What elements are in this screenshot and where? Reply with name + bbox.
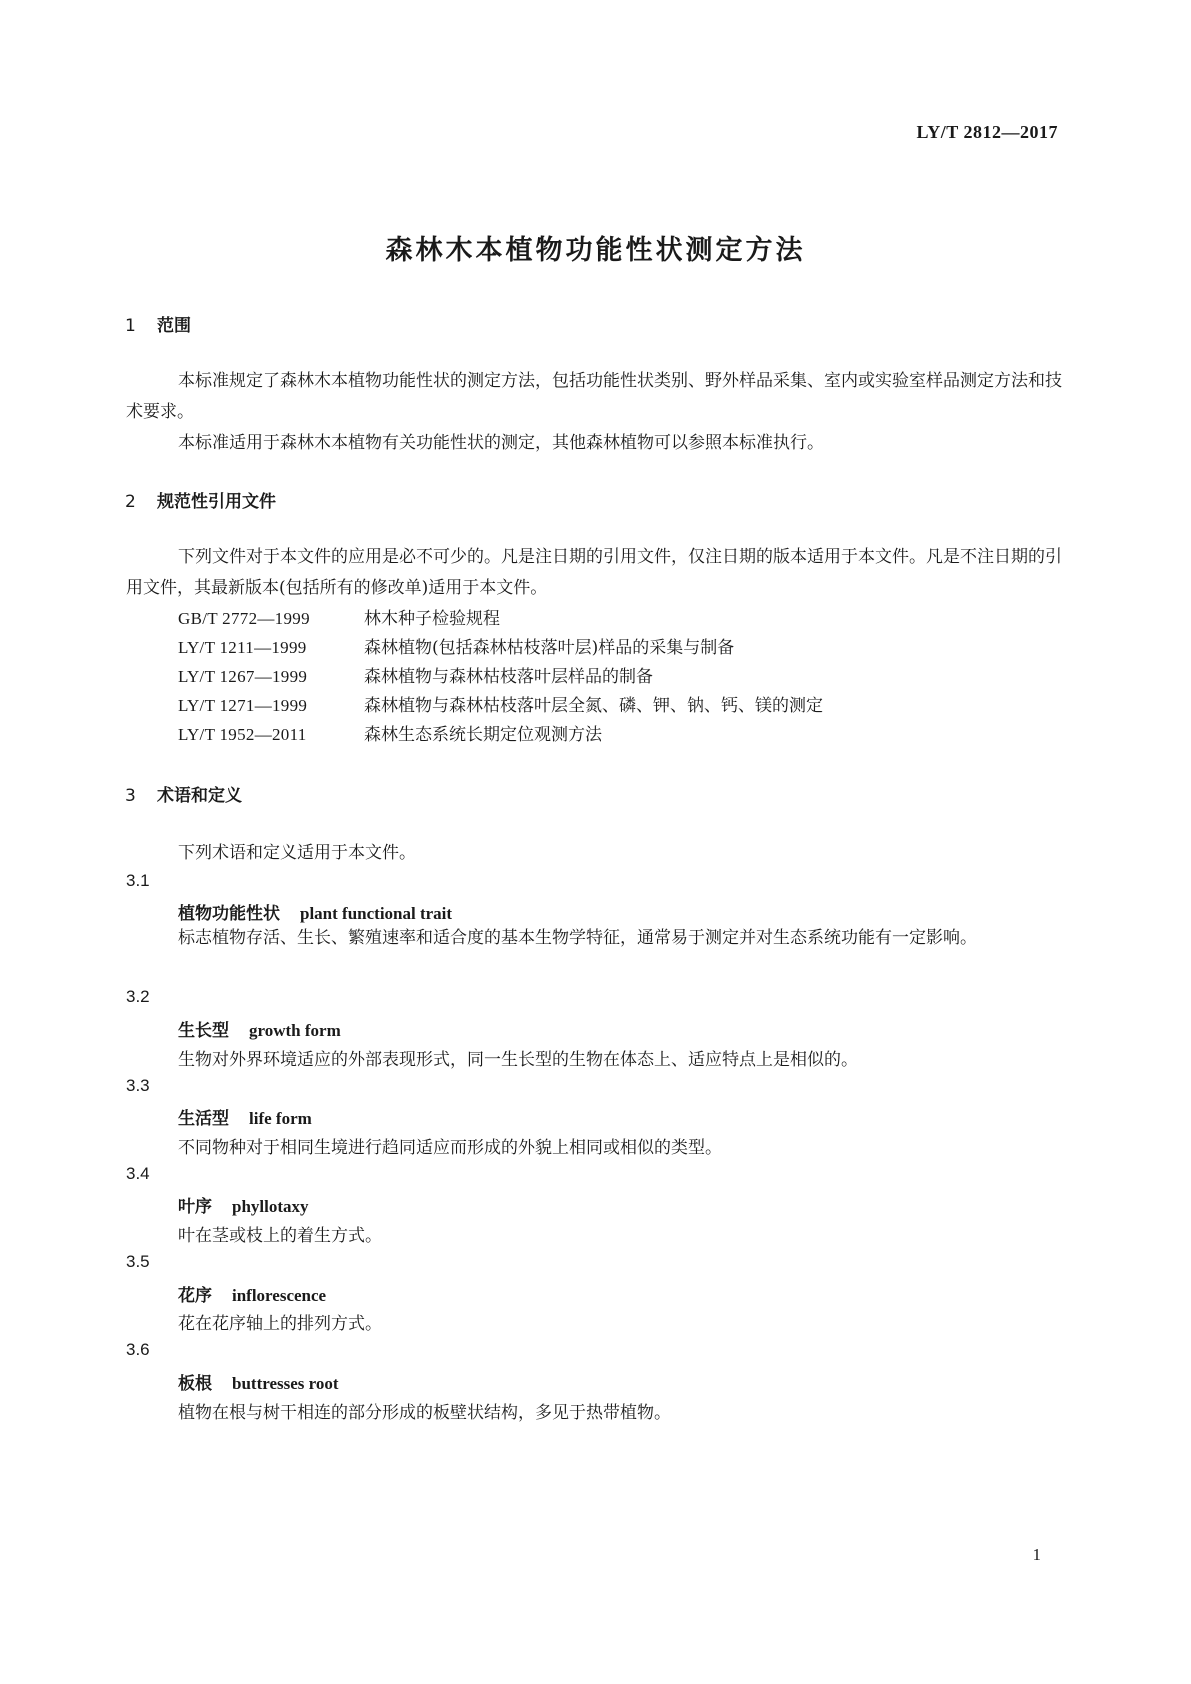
reference-item xyxy=(178,662,653,687)
reference-title: 森林生态系统长期定位观测方法 xyxy=(364,725,602,745)
reference-title: 林木种子检验规程 xyxy=(364,609,500,629)
reference-title: 森林植物与森林枯枝落叶层全氮、磷、钾、钠、钙、镁的测定 xyxy=(364,696,823,716)
reference-title: 森林植物与森林枯枝落叶层样品的制备 xyxy=(364,667,653,687)
term-number: 3.2 xyxy=(126,987,150,1006)
term-english: inflorescence xyxy=(232,1286,327,1305)
reference-code: LY/T 1267—1999 xyxy=(178,667,308,686)
section-number: 2 xyxy=(125,492,136,512)
term-english: phyllotaxy xyxy=(232,1197,309,1216)
document-title: 森林木本植物功能性状测定方法 xyxy=(385,235,806,266)
section-1-heading xyxy=(125,311,191,336)
term-definition: 不同物种对于相同生境进行趋同适应而形成的外貌上相同或相似的类型。 xyxy=(178,1138,722,1158)
term-chinese: 生长型 xyxy=(178,1021,229,1041)
term-heading xyxy=(178,1281,326,1306)
term-definition xyxy=(126,923,1066,954)
term-number: 3.5 xyxy=(126,1252,150,1271)
term-definition: 叶在茎或枝上的着生方式。 xyxy=(178,1226,382,1246)
section-3-intro: 下列术语和定义适用于本文件。 xyxy=(178,843,416,863)
reference-item xyxy=(178,604,500,629)
term-number: 3.3 xyxy=(126,1076,150,1095)
reference-item xyxy=(178,691,823,716)
section-1-paragraph xyxy=(126,366,1066,428)
reference-item xyxy=(178,720,602,745)
section-1-paragraph xyxy=(126,428,1066,459)
paragraph-text: 本标准规定了森林木本植物功能性状的测定方法，包括功能性状类别、野外样品采集、室内或实验室样品测定方法和技术要求。 xyxy=(126,371,1062,422)
section-number: 3 xyxy=(125,786,136,806)
standard-code: LY/T 2812—2017 xyxy=(916,122,1058,142)
section-title: 范围 xyxy=(157,316,191,336)
section-2-heading xyxy=(125,487,276,512)
section-title: 术语和定义 xyxy=(157,786,242,806)
term-number: 3.6 xyxy=(126,1340,150,1359)
page-number: 1 xyxy=(1032,1545,1041,1564)
term-heading xyxy=(178,1369,339,1394)
term-chinese: 植物功能性状 xyxy=(178,904,280,924)
term-english: life form xyxy=(249,1109,312,1128)
term-number: 3.4 xyxy=(126,1164,150,1183)
definition-text: 标志植物存活、生长、繁殖速率和适合度的基本生物学特征，通常易于测定并对生态系统功能有一定影响。 xyxy=(178,928,977,948)
section-title: 规范性引用文件 xyxy=(157,492,276,512)
term-heading xyxy=(178,1192,309,1217)
term-heading xyxy=(178,1104,312,1129)
paragraph-text: 本标准适用于森林木本植物有关功能性状的测定，其他森林植物可以参照本标准执行。 xyxy=(178,433,824,453)
reference-code: LY/T 1211—1999 xyxy=(178,638,307,657)
reference-title: 森林植物(包括森林枯枝落叶层)样品的采集与制备 xyxy=(364,638,735,658)
term-chinese: 板根 xyxy=(178,1374,212,1394)
term-definition: 植物在根与树干相连的部分形成的板壁状结构，多见于热带植物。 xyxy=(178,1403,671,1423)
term-heading xyxy=(178,1016,341,1041)
reference-code: LY/T 1952—2011 xyxy=(178,725,307,744)
reference-code: GB/T 2772—1999 xyxy=(178,609,310,628)
term-chinese: 生活型 xyxy=(178,1109,229,1129)
term-english: buttresses root xyxy=(232,1374,339,1393)
paragraph-text: 下列文件对于本文件的应用是必不可少的。凡是注日期的引用文件，仅注日期的版本适用于本文件。凡是不注日期的引用文件，其最新版本(包括所有的修改单)适用于本文件。 xyxy=(126,547,1062,598)
term-number: 3.1 xyxy=(126,871,150,890)
term-definition: 生物对外界环境适应的外部表现形式，同一生长型的生物在体态上、适应特点上是相似的。 xyxy=(178,1050,858,1070)
section-number: 1 xyxy=(125,316,136,336)
reference-item xyxy=(178,633,734,658)
term-english: growth form xyxy=(249,1021,341,1040)
reference-code: LY/T 1271—1999 xyxy=(178,696,308,715)
section-2-intro xyxy=(126,542,1066,604)
term-english: plant functional trait xyxy=(300,904,453,923)
section-3-heading xyxy=(125,781,242,806)
term-chinese: 花序 xyxy=(178,1286,212,1306)
term-chinese: 叶序 xyxy=(178,1197,212,1217)
term-heading xyxy=(178,899,452,924)
term-definition: 花在花序轴上的排列方式。 xyxy=(178,1314,382,1334)
